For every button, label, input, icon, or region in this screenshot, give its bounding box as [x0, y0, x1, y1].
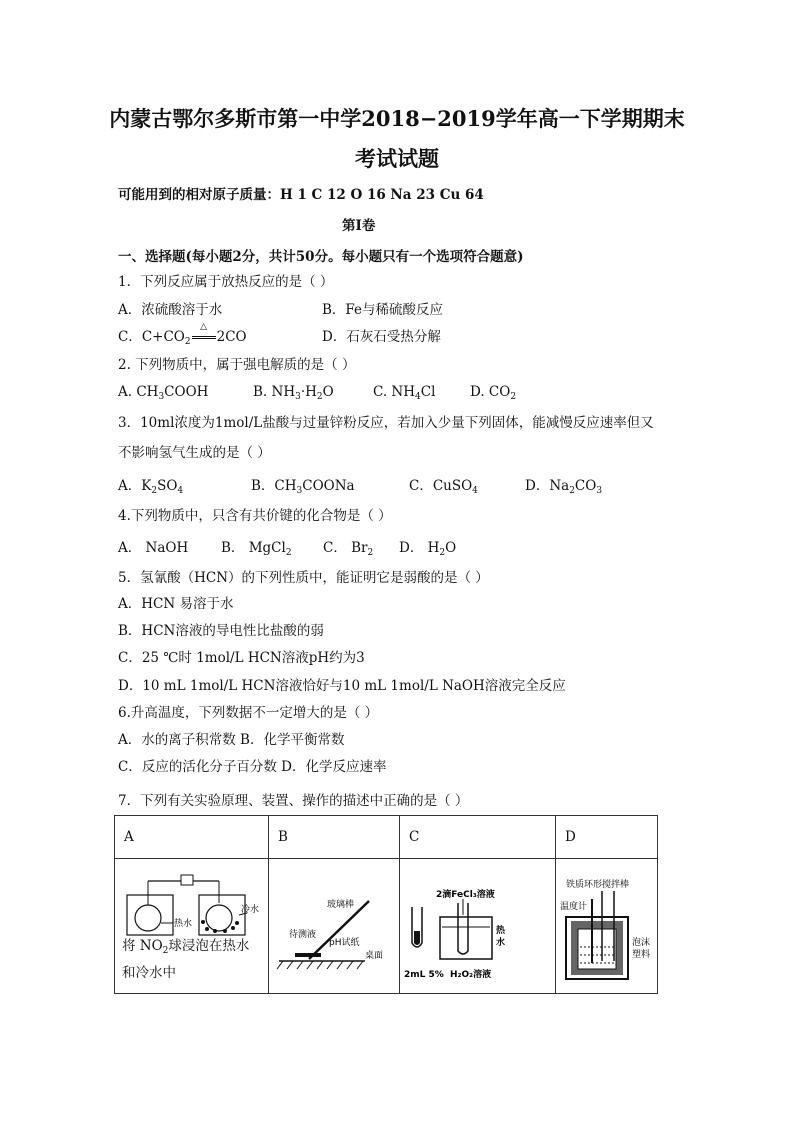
q2-option-b: B. $NH_3\cdot H_2O$	[253, 384, 334, 402]
section-heading: 第Ⅰ卷	[342, 218, 376, 234]
q1-option-b: B．Fe与稀硫酸反应	[322, 302, 444, 318]
q5-option-a: A．HCN 易溶于水	[118, 596, 234, 612]
q4-option-d: D． $H_2O$	[399, 540, 457, 558]
q6-options-ab: A．水的离子积常数 B．化学平衡常数	[118, 732, 345, 748]
test-solution-label: 待测液	[289, 930, 317, 940]
part-heading: 一、选择题(每小题2分，共计50分。每小题只有一个选项符合题意)	[118, 249, 524, 265]
q7-option-d-cell	[556, 859, 658, 994]
q5-option-d: D．10 mL 1mol/L HCN溶液恰好与10 mL 1mol/L NaOH溶液完全反应	[118, 678, 566, 694]
fecl3-label: 2滴FeCl₃溶液	[436, 890, 495, 900]
q5-stem: 5．氢氰酸（HCN）的下列性质中，能证明它是弱酸的是（ ）	[118, 570, 489, 586]
q7-stem: 7．下列有关实验原理、装置、操作的描述中正确的是（ ）	[118, 793, 469, 809]
q7-option-b-cell	[269, 859, 400, 994]
q6-stem: 6.升高温度，下列数据不一定增大的是（ ）	[118, 705, 379, 721]
heat-condition: △	[200, 322, 208, 332]
hot-water-label: 热水	[174, 919, 193, 929]
q3-option-c: C．CuSO$_4$	[409, 478, 478, 496]
h2o2-label: H₂O₂溶液	[450, 970, 492, 980]
q1-stem: 1．下列反应属于放热反应的是（ ）	[118, 274, 334, 290]
q3-option-d: D．$Na_2CO_3$	[525, 478, 603, 496]
q7-option-a-text-line2: 和冷水中	[122, 965, 176, 981]
q3-option-a: A．$K_2SO_4$	[118, 478, 184, 496]
q3-option-b: B．$CH_3COONa$	[251, 478, 355, 496]
q2-option-a: A. $CH_3COOH$	[118, 384, 209, 402]
q7-header-d: D	[556, 816, 658, 859]
q4-option-a: A． NaOH	[118, 540, 189, 556]
q7-header-a: A	[115, 816, 269, 859]
volume-label: 2mL 5%	[404, 970, 444, 980]
q6-options-cd: C．反应的活化分子百分数 D．化学反应速率	[118, 759, 387, 775]
water-label: 水	[496, 938, 506, 948]
atomic-masses: 可能用到的相对原子质量：H 1 C 12 O 16 Na 23 Cu 64	[118, 187, 484, 203]
q4-option-b: B． MgCl$_2$	[221, 540, 292, 558]
q7-option-a-cell	[115, 859, 269, 994]
page-title-line1: 内蒙古鄂尔多斯市第一中学2018−2019学年高一下学期期末	[109, 106, 685, 131]
ph-test-diagram	[269, 859, 399, 993]
q7-option-c-cell	[400, 859, 556, 994]
page-title-line2: 考试试题	[355, 146, 439, 171]
q2-option-c: C. $NH_4Cl$	[373, 384, 436, 402]
q5-option-b: B．HCN溶液的导电性比盐酸的弱	[118, 623, 324, 639]
q2-stem: 2. 下列物质中，属于强电解质的是（ ）	[118, 357, 356, 373]
q1-option-c: C．$C+CO_2$ △ 2CO	[118, 328, 247, 346]
q5-option-c: C．25 ℃时 1mol/L HCN溶液pH约为3	[118, 650, 365, 666]
q1-option-a: A．浓硫酸溶于水	[118, 302, 223, 318]
foam-label-1: 泡沫	[632, 938, 651, 948]
cold-water-label: 冷水	[241, 905, 260, 915]
ph-paper-label: pH试纸	[329, 938, 360, 948]
q4-stem: 4.下列物质中，只含有共价键的化合物是（ ）	[118, 508, 392, 524]
stirrer-label: 铁质环形搅拌棒	[566, 880, 630, 890]
q1-option-d: D．石灰石受热分解	[322, 329, 441, 345]
q7-option-a-text-line1: 将 $NO_2$球浸泡在热水	[122, 938, 250, 956]
no2-flasks-diagram	[115, 863, 268, 943]
q3-stem-line1: 3．10ml浓度为1mol/L盐酸与过量锌粉反应，若加入少量下列固体，能减慢反应速率但又	[118, 415, 654, 431]
q7-options-table	[114, 815, 658, 994]
thermometer-label: 温度计	[560, 902, 588, 912]
h2o2-decomposition-diagram	[400, 859, 555, 993]
hot-label: 热	[496, 926, 506, 936]
q3-stem-line2: 不影响氢气生成的是（ ）	[118, 445, 271, 461]
q2-option-d: D. $CO_2$	[470, 384, 517, 402]
glass-rod-label: 玻璃棒	[327, 900, 355, 910]
q4-option-c: C． $Br_2$	[323, 540, 374, 558]
q7-header-c: C	[400, 816, 556, 859]
table-surface-label: 桌面	[365, 951, 384, 961]
q7-header-b: B	[269, 816, 400, 859]
foam-label-2: 塑料	[632, 950, 651, 960]
calorimeter-diagram	[556, 859, 657, 993]
